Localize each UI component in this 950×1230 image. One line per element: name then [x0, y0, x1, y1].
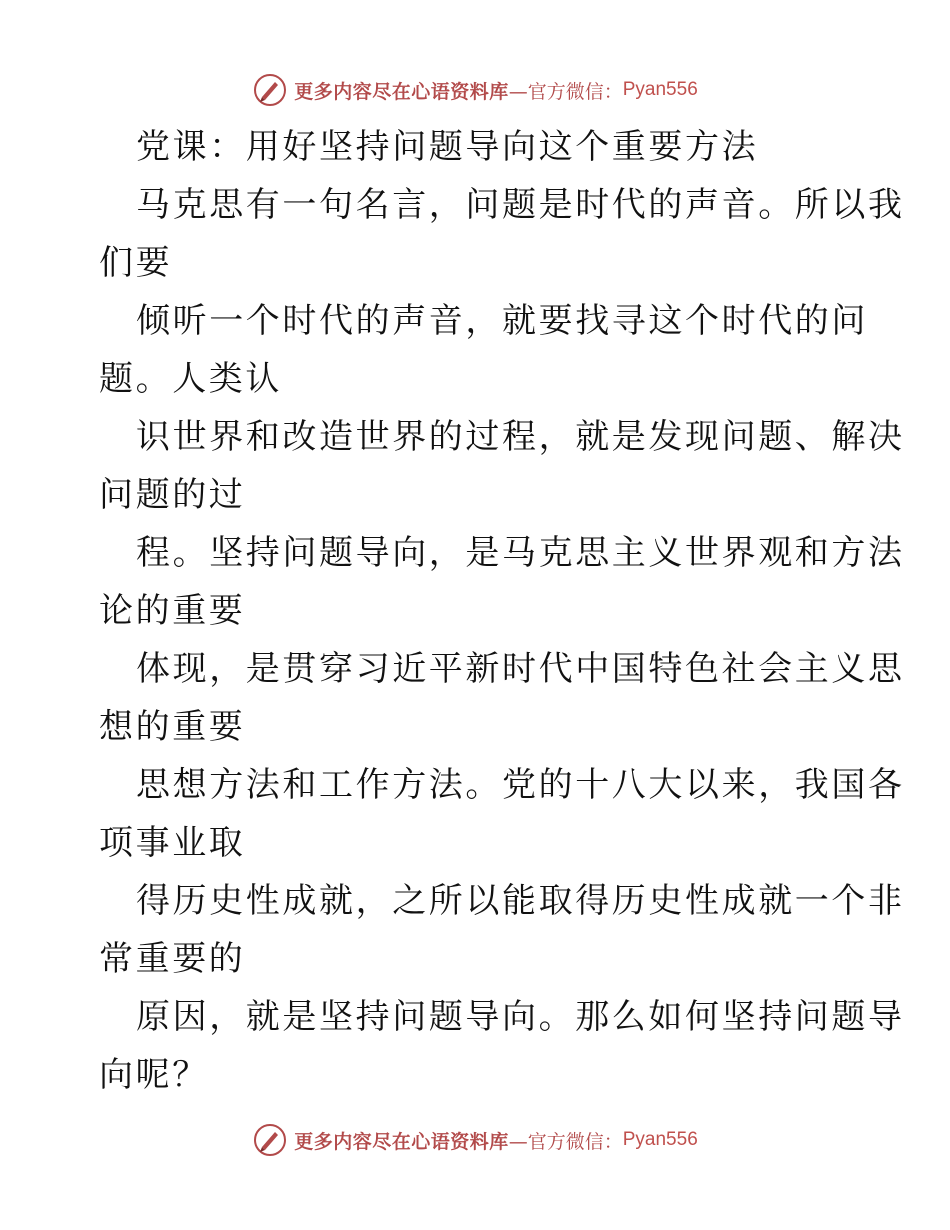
paragraph-line: 马克思有一句名言，问题是时代的声音。所以我	[136, 185, 905, 225]
paragraph-line: 问题的过	[99, 475, 246, 515]
paragraph-line: 倾听一个时代的声音，就要找寻这个时代的问	[136, 301, 868, 341]
paragraph-line: 识世界和改造世界的过程，就是发现问题、解决	[136, 417, 905, 457]
banner-contact-label: —官方微信：	[508, 80, 623, 103]
footer-banner	[0, 1120, 950, 1160]
paragraph-line: 们要	[99, 243, 173, 283]
paragraph-line: 论的重要	[99, 591, 246, 631]
paragraph-line: 体现，是贯穿习近平新时代中国特色社会主义思	[136, 649, 905, 689]
paragraph-line: 项事业取	[99, 823, 246, 863]
paragraph-line: 程。坚持问题导向，是马克思主义世界观和方法	[136, 533, 905, 573]
paragraph-line: 想的重要	[99, 707, 246, 747]
banner-contact-label: —官方微信：	[508, 1130, 623, 1153]
pen-logo-icon	[252, 72, 288, 108]
banner-brand: 更多内容尽在心语资料库	[294, 80, 509, 103]
paragraph-line: 原因，就是坚持问题导向。那么如何坚持问题导	[136, 997, 905, 1037]
pen-logo-icon	[252, 1122, 288, 1158]
banner-contact-id: Pyan556	[622, 79, 698, 100]
paragraph-line: 常重要的	[99, 939, 246, 979]
banner-brand: 更多内容尽在心语资料库	[294, 1130, 509, 1153]
banner-contact-id: Pyan556	[622, 1129, 698, 1150]
paragraph-line: 题。人类认	[99, 359, 282, 399]
paragraph-line: 向呢？	[99, 1055, 209, 1095]
paragraph-line: 得历史性成就，之所以能取得历史性成就一个非	[136, 881, 905, 921]
header-banner	[0, 70, 950, 110]
document-title: 党课：用好坚持问题导向这个重要方法	[136, 127, 759, 167]
paragraph-line: 思想方法和工作方法。党的十八大以来，我国各	[136, 765, 905, 805]
